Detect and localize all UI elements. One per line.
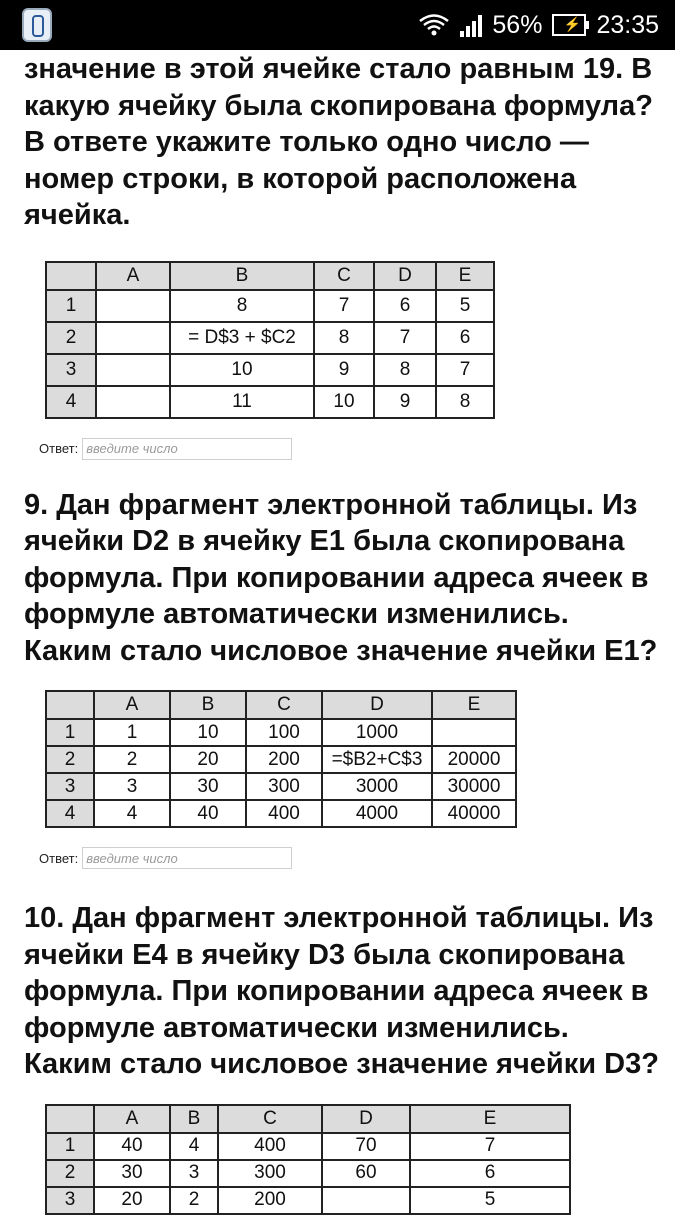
row-header: 3 xyxy=(46,773,94,800)
row-header: 1 xyxy=(46,719,94,746)
table-cell: 40 xyxy=(170,800,246,827)
table-cell xyxy=(322,1187,410,1214)
table-cell: 30000 xyxy=(432,773,516,800)
table-cell: 40 xyxy=(94,1133,170,1160)
signal-icon xyxy=(460,13,482,37)
table-cell: 4 xyxy=(94,800,170,827)
table-cell xyxy=(96,354,170,386)
table-cell: 6 xyxy=(374,290,436,322)
table-cell: 7 xyxy=(374,322,436,354)
table-cell: 300 xyxy=(218,1160,322,1187)
status-bar xyxy=(0,0,675,50)
table-cell: 4 xyxy=(170,1133,218,1160)
table-header-row xyxy=(46,1105,570,1133)
table-cell: 8 xyxy=(374,354,436,386)
table-cell: 3 xyxy=(94,773,170,800)
table-row xyxy=(46,322,494,354)
table-cell: 9 xyxy=(314,354,374,386)
table-cell: 8 xyxy=(314,322,374,354)
table-cell: 200 xyxy=(246,746,322,773)
table-row xyxy=(46,290,494,322)
table-row xyxy=(46,354,494,386)
answer-label: Ответ: xyxy=(39,850,79,866)
corner-cell xyxy=(46,262,96,290)
question-8-text: значение в этой ячейке стало равным 19. В какую ячейку была скопирована формула? В ответе укажите только одно число — номер строки, в которой расположена ячейка. xyxy=(24,53,653,231)
column-header: C xyxy=(218,1105,322,1133)
table-cell: 7 xyxy=(436,354,494,386)
column-header: A xyxy=(94,691,170,719)
table-cell xyxy=(96,386,170,418)
table-cell: 30 xyxy=(170,773,246,800)
clock: 23:35 xyxy=(596,10,659,39)
table-cell: 4000 xyxy=(322,800,432,827)
row-header: 1 xyxy=(46,290,96,322)
table-cell: 7 xyxy=(314,290,374,322)
row-header: 3 xyxy=(46,1187,94,1214)
table-row xyxy=(46,1133,570,1160)
column-header: B xyxy=(170,1105,218,1133)
column-header: B xyxy=(170,262,314,290)
row-header: 4 xyxy=(46,800,94,827)
battery-icon: ⚡ xyxy=(552,14,586,36)
table-cell: 5 xyxy=(410,1187,570,1214)
column-header: B xyxy=(170,691,246,719)
corner-cell xyxy=(46,691,94,719)
app-notification-icon xyxy=(22,8,52,42)
table-cell: 60 xyxy=(322,1160,410,1187)
answer-row xyxy=(39,847,664,869)
table-cell xyxy=(96,290,170,322)
column-header: D xyxy=(374,262,436,290)
table-cell: 10 xyxy=(314,386,374,418)
table-cell: 5 xyxy=(436,290,494,322)
table-cell: 2 xyxy=(170,1187,218,1214)
table-row xyxy=(46,1160,570,1187)
table-cell: 20 xyxy=(94,1187,170,1214)
table-cell: 6 xyxy=(410,1160,570,1187)
column-header: D xyxy=(322,1105,410,1133)
battery-percent: 56% xyxy=(492,10,543,39)
table-cell: 200 xyxy=(218,1187,322,1214)
corner-cell xyxy=(46,1105,94,1133)
table-cell: 8 xyxy=(170,290,314,322)
table-cell xyxy=(96,322,170,354)
row-header: 1 xyxy=(46,1133,94,1160)
column-header: A xyxy=(96,262,170,290)
table-cell: 10 xyxy=(170,354,314,386)
answer-row xyxy=(39,438,664,460)
table-header-row xyxy=(46,691,516,719)
question-9-text: 9. Дан фрагмент электронной таблицы. Из ячейки D2 в ячейку E1 была скопирована формула. При копировании адреса ячеек в формуле автоматически изменились. Каким стало числовое значение ячейки E1? xyxy=(24,488,658,667)
row-header: 3 xyxy=(46,354,96,386)
page-content xyxy=(24,50,664,1215)
table-cell: 400 xyxy=(246,800,322,827)
table-cell: 30 xyxy=(94,1160,170,1187)
table-cell: 20 xyxy=(170,746,246,773)
table-cell: 70 xyxy=(322,1133,410,1160)
column-header: E xyxy=(432,691,516,719)
table-cell: 300 xyxy=(246,773,322,800)
row-header: 2 xyxy=(46,322,96,354)
table-cell: 6 xyxy=(436,322,494,354)
question-8-table xyxy=(45,261,495,419)
question-10-table xyxy=(45,1104,571,1215)
table-row xyxy=(46,719,516,746)
row-header: 2 xyxy=(46,746,94,773)
column-header: C xyxy=(314,262,374,290)
column-header: E xyxy=(410,1105,570,1133)
table-row xyxy=(46,800,516,827)
table-cell: 400 xyxy=(218,1133,322,1160)
table-cell: 1000 xyxy=(322,719,432,746)
table-cell: = D$3 + $C2 xyxy=(170,322,314,354)
table-cell: 10 xyxy=(170,719,246,746)
question-9-table xyxy=(45,690,517,828)
row-header: 4 xyxy=(46,386,96,418)
answer-input[interactable] xyxy=(82,847,292,869)
column-header: E xyxy=(436,262,494,290)
table-cell: 40000 xyxy=(432,800,516,827)
table-cell: 1 xyxy=(94,719,170,746)
column-header: D xyxy=(322,691,432,719)
table-cell: 8 xyxy=(436,386,494,418)
table-row xyxy=(46,1187,570,1214)
table-row xyxy=(46,386,494,418)
table-cell: 9 xyxy=(374,386,436,418)
table-header-row xyxy=(46,262,494,290)
column-header: A xyxy=(94,1105,170,1133)
table-cell: 100 xyxy=(246,719,322,746)
table-cell: 3 xyxy=(170,1160,218,1187)
answer-label: Ответ: xyxy=(39,441,79,456)
question-10-text: 10. Дан фрагмент электронной таблицы. Из ячейки E4 в ячейку D3 была скопирована формула. При копировании адреса ячеек в формуле автоматически изменились. Каким стало числовое значение ячейки D3? xyxy=(24,902,659,1080)
answer-input[interactable] xyxy=(82,438,292,460)
table-cell: =$B2+C$3 xyxy=(322,746,432,773)
wifi-icon xyxy=(418,12,450,38)
table-cell: 7 xyxy=(410,1133,570,1160)
table-cell: 11 xyxy=(170,386,314,418)
table-row xyxy=(46,773,516,800)
table-cell: 2 xyxy=(94,746,170,773)
column-header: C xyxy=(246,691,322,719)
table-row xyxy=(46,746,516,773)
table-cell xyxy=(432,719,516,746)
row-header: 2 xyxy=(46,1160,94,1187)
status-icons xyxy=(418,8,659,42)
table-cell: 20000 xyxy=(432,746,516,773)
table-cell: 3000 xyxy=(322,773,432,800)
